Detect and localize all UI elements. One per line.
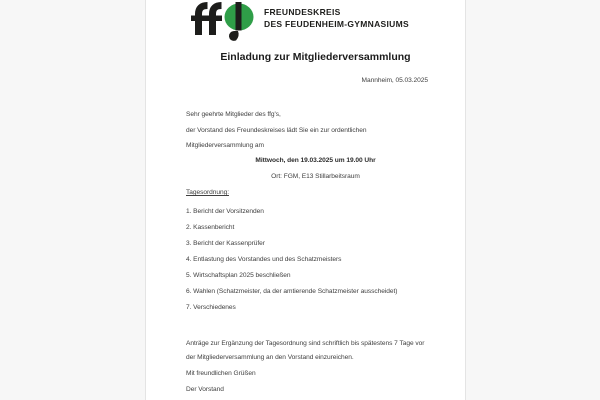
org-name: [264, 7, 409, 30]
letter-title: Einladung zur Mitgliederversammlung: [220, 51, 411, 63]
org-name-line1: FREUNDESKREIS: [264, 7, 341, 17]
meeting-location: Ort: FGM, E13 Stillarbeitsraum: [271, 173, 360, 180]
agenda-list: [186, 207, 445, 313]
agenda-item: 2. Kassenbericht: [186, 224, 235, 231]
dateline: Mannheim, 05.03.2025: [361, 77, 428, 84]
letter-page: [145, 0, 466, 400]
agenda-item: 5. Wirtschaftsplan 2025 beschließen: [186, 272, 291, 279]
org-name-line2: DES FEUDENHEIM-GYMNASIUMS: [264, 18, 409, 29]
note-line-1: Anträge zur Ergänzung der Tagesordnung sind schriftlich bis spätestens 7 Tage vor: [186, 340, 425, 347]
agenda-heading: Tagesordnung:: [186, 189, 229, 196]
agenda-item: 4. Entlastung des Vorstandes und des Schatzmeisters: [186, 256, 342, 263]
signature: Der Vorstand: [186, 386, 224, 393]
agenda-item: 3. Bericht der Kassenprüfer: [186, 240, 265, 247]
note-line-2: der Mitgliederversammlung an den Vorstand einzureichen.: [186, 354, 354, 361]
agenda-item: 1. Bericht der Vorsitzenden: [186, 208, 264, 215]
salutation: Sehr geehrte Mitglieder des ffg's,: [186, 111, 281, 118]
meeting-datetime: Mittwoch, den 19.03.2025 um 19.00 Uhr: [255, 157, 376, 164]
closing: Mit freundlichen Grüßen: [186, 370, 256, 377]
intro-line-2: Mitgliederversammlung am: [186, 142, 264, 149]
org-logo: [189, 2, 445, 40]
agenda-item: 6. Wahlen (Schatzmeister, da der amtierende Schatzmeister ausscheidet): [186, 288, 398, 295]
intro-line-1: der Vorstand des Freundeskreises lädt Sie ein zur ordentlichen: [186, 127, 367, 134]
agenda-item: 7. Verschiedenes: [186, 304, 236, 311]
ffg-logo-icon: [189, 2, 255, 42]
